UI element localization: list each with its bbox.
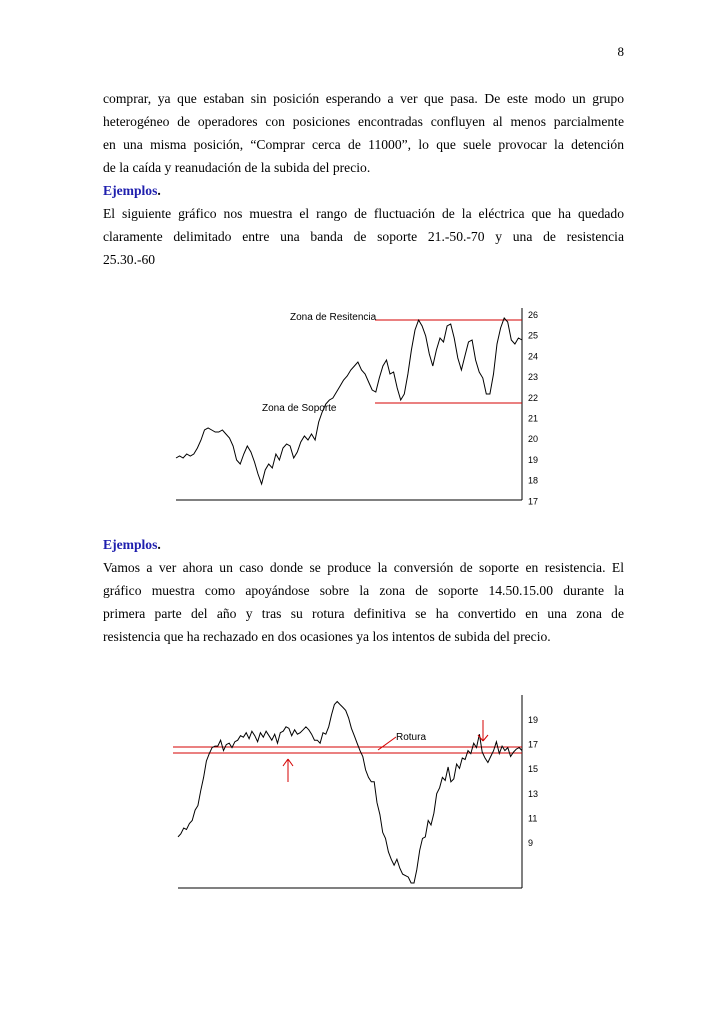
paragraph-1-line: comprar, ya que estaban sin posición esperando a ver que pasa. De este modo un grupo	[103, 91, 624, 106]
section-1-line: 25.30.-60	[103, 252, 156, 267]
y-tick-label: 9	[528, 838, 534, 848]
y-tick-label: 22	[528, 392, 539, 403]
y-tick-label: 21	[528, 413, 539, 424]
rotura-pointer	[378, 737, 396, 750]
support-zone-label: Zona de Soporte	[262, 403, 337, 414]
section-2-line: resistencia que ha rechazado en dos ocasiones ya los intentos de subida del precio.	[103, 629, 551, 644]
paragraph-1-line: heterogéneo de operadores con posiciones encontradas confluyen al menos parcialmente	[103, 114, 624, 129]
section-2-heading-text: Ejemplos	[103, 537, 158, 552]
y-tick-label: 24	[528, 351, 539, 362]
section-1-line: El siguiente gráfico nos muestra el rango de fluctuación de la eléctrica que ha quedado	[103, 206, 624, 221]
section-1-line: claramente delimitado entre una banda de soporte 21.-50.-70 y una de resistencia	[103, 229, 624, 244]
y-tick-label: 17	[528, 496, 539, 507]
price-series-line	[178, 702, 522, 884]
paragraph-2	[103, 533, 624, 648]
paragraph-1-line: en una misma posición, “Comprar cerca de 11000”, lo que suele provocar la detención	[103, 137, 624, 152]
price-series-line	[176, 318, 522, 484]
y-tick-label: 20	[528, 434, 539, 445]
page-number: 8	[617, 44, 624, 59]
y-tick-label: 23	[528, 372, 539, 383]
y-tick-label: 19	[528, 454, 539, 465]
arrow-up-icon	[283, 759, 293, 782]
section-1-heading	[103, 179, 624, 202]
section-2-heading	[103, 533, 624, 556]
y-tick-label: 18	[528, 475, 539, 486]
y-tick-label: 13	[528, 788, 539, 799]
section-2-heading-dot: .	[157, 537, 161, 552]
y-tick-label: 19	[528, 715, 539, 725]
y-tick-label: 11	[528, 813, 538, 824]
rotura-label: Rotura	[396, 732, 427, 743]
section-2-line: gráfico muestra como apoyándose sobre la zona de soporte 14.50.15.00 durante la	[103, 583, 624, 598]
y-tick-label: 15	[528, 764, 539, 775]
y-tick-label: 26	[528, 310, 539, 320]
support-resistance-chart	[170, 300, 560, 512]
paragraph-1	[103, 87, 624, 271]
section-1-heading-text: Ejemplos	[103, 183, 158, 198]
paragraph-1-line: de la caída y reanudación de la subida del precio.	[103, 160, 371, 175]
resistance-zone-label: Zona de Resitencia	[290, 312, 377, 323]
support-to-resistance-chart	[170, 690, 560, 902]
y-tick-label: 25	[528, 330, 539, 341]
section-2-line: primera parte del año y tras su rotura definitiva se ha convertido en una zona de	[103, 606, 624, 621]
y-tick-label: 17	[528, 739, 539, 750]
section-1-heading-dot: .	[157, 183, 161, 198]
section-2-line: Vamos a ver ahora un caso donde se produce la conversión de soporte en resistencia. El	[103, 560, 624, 575]
